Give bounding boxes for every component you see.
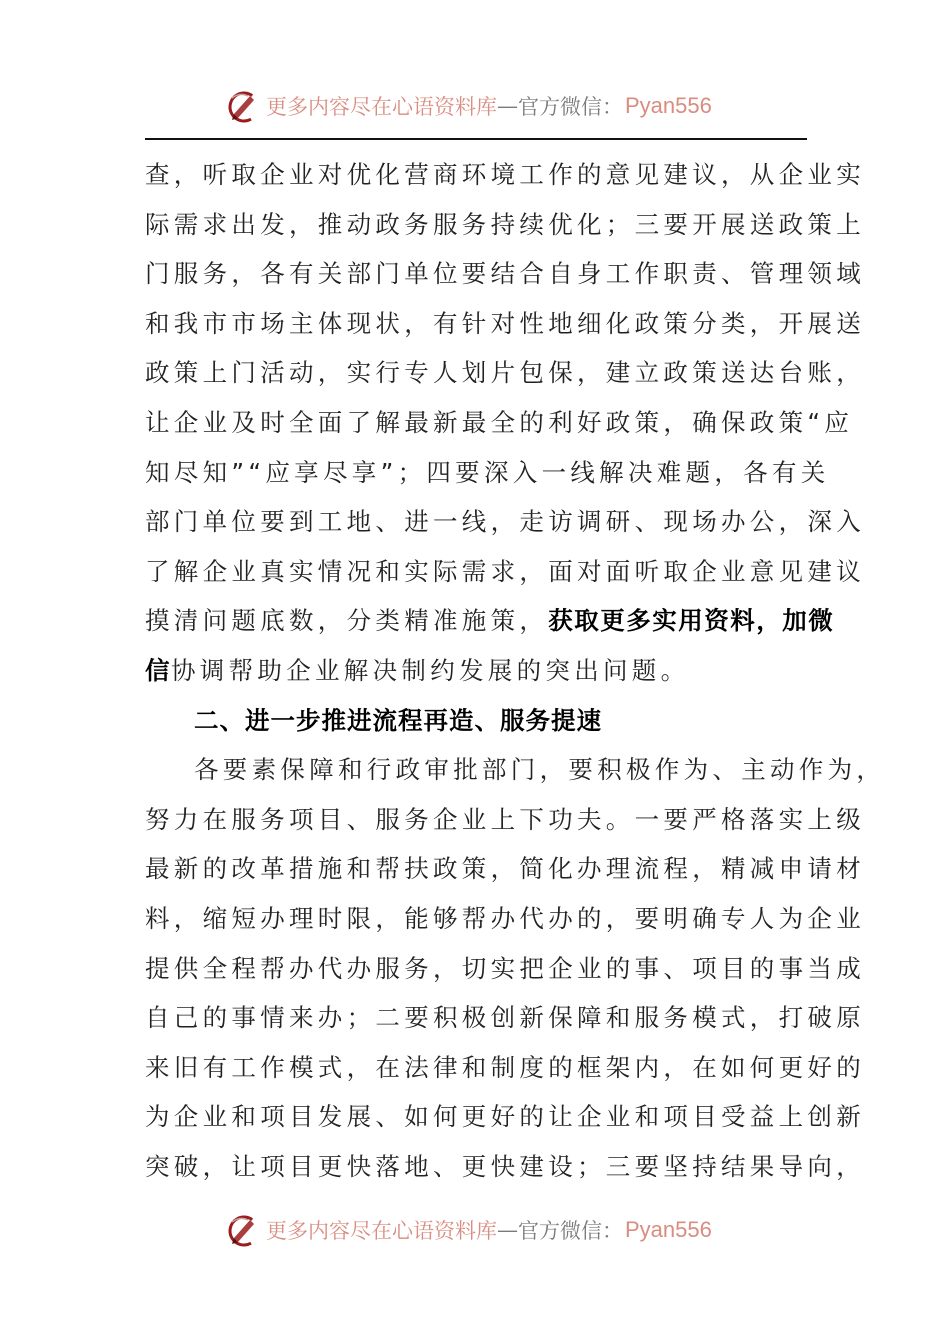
footer-watermark-banner	[226, 1210, 712, 1250]
official-wechat-label: 官方微信：	[518, 95, 623, 119]
dash-separator: —	[497, 94, 518, 118]
text-line: 提供全程帮办代办服务，切实把企业的事、项目的事当成	[145, 953, 865, 983]
dash-separator: —	[497, 1218, 518, 1242]
wechat-id-text: Pyan556	[625, 93, 712, 118]
text-line-with-promo	[145, 596, 835, 646]
section-heading: 二、进一步推进流程再造、服务提速	[194, 705, 602, 735]
text-line: 努力在服务项目、服务企业上下功夫。一要严格落实上级	[145, 804, 865, 834]
text-line: 自己的事情来办；二要积极创新保障和服务模式，打破原	[145, 1003, 865, 1033]
text-line: 让企业及时全面了解最新最全的利好政策，确保政策“应	[145, 407, 854, 437]
text-line: 门服务，各有关部门单位要结合自身工作职责、管理领域	[145, 259, 865, 289]
text-line: 知尽知”“应享尽享”；四要深入一线解决难题，各有关	[145, 457, 830, 487]
text-normal: 协调帮助企业解决制约发展的突出问题。	[171, 655, 690, 685]
site-name-text: 更多内容尽在心语资料库	[266, 1219, 497, 1243]
text-line: 和我市市场主体现状，有针对性地细化政策分类，开展送	[145, 308, 865, 338]
text-line: 来旧有工作模式，在法律和制度的框架内，在如何更好的	[145, 1052, 865, 1082]
quill-pen-logo-icon	[226, 88, 262, 124]
text-line: 际需求出发，推动政务服务持续优化；三要开展送政策上	[145, 209, 865, 239]
promo-bold-text: 信	[145, 655, 171, 685]
wechat-id-text: Pyan556	[625, 1217, 712, 1242]
text-line: 各要素保障和行政审批部门，要积极作为、主动作为，	[194, 755, 886, 785]
text-line: 政策上门活动，实行专人划片包保，建立政策送达台账，	[145, 358, 865, 388]
text-line: 部门单位要到工地、进一线，走访调研、现场办公，深入	[145, 507, 865, 537]
text-line: 料，缩短办理时限，能够帮办代办的，要明确专人为企业	[145, 903, 865, 933]
header-watermark-banner	[226, 86, 712, 126]
header-divider-line	[145, 138, 807, 140]
text-line: 突破，让项目更快落地、更快建设；三要坚持结果导向，	[145, 1151, 865, 1181]
text-line-with-promo	[145, 646, 815, 696]
text-line: 了解企业真实情况和实际需求，面对面听取企业意见建议	[145, 556, 865, 586]
quill-pen-logo-icon	[226, 1212, 262, 1248]
text-line: 为企业和项目发展、如何更好的让企业和项目受益上创新	[145, 1102, 865, 1132]
text-normal: 摸清问题底数，分类精准施策，	[145, 606, 549, 636]
promo-bold-text: 获取更多实用资料，加微	[548, 606, 835, 636]
text-line: 最新的改革措施和帮扶政策，简化办理流程，精减申请材	[145, 854, 865, 884]
text-line: 查，听取企业对优化营商环境工作的意见建议，从企业实	[145, 160, 865, 189]
site-name-text: 更多内容尽在心语资料库	[266, 95, 497, 119]
document-body	[145, 150, 886, 1191]
official-wechat-label: 官方微信：	[518, 1219, 623, 1243]
